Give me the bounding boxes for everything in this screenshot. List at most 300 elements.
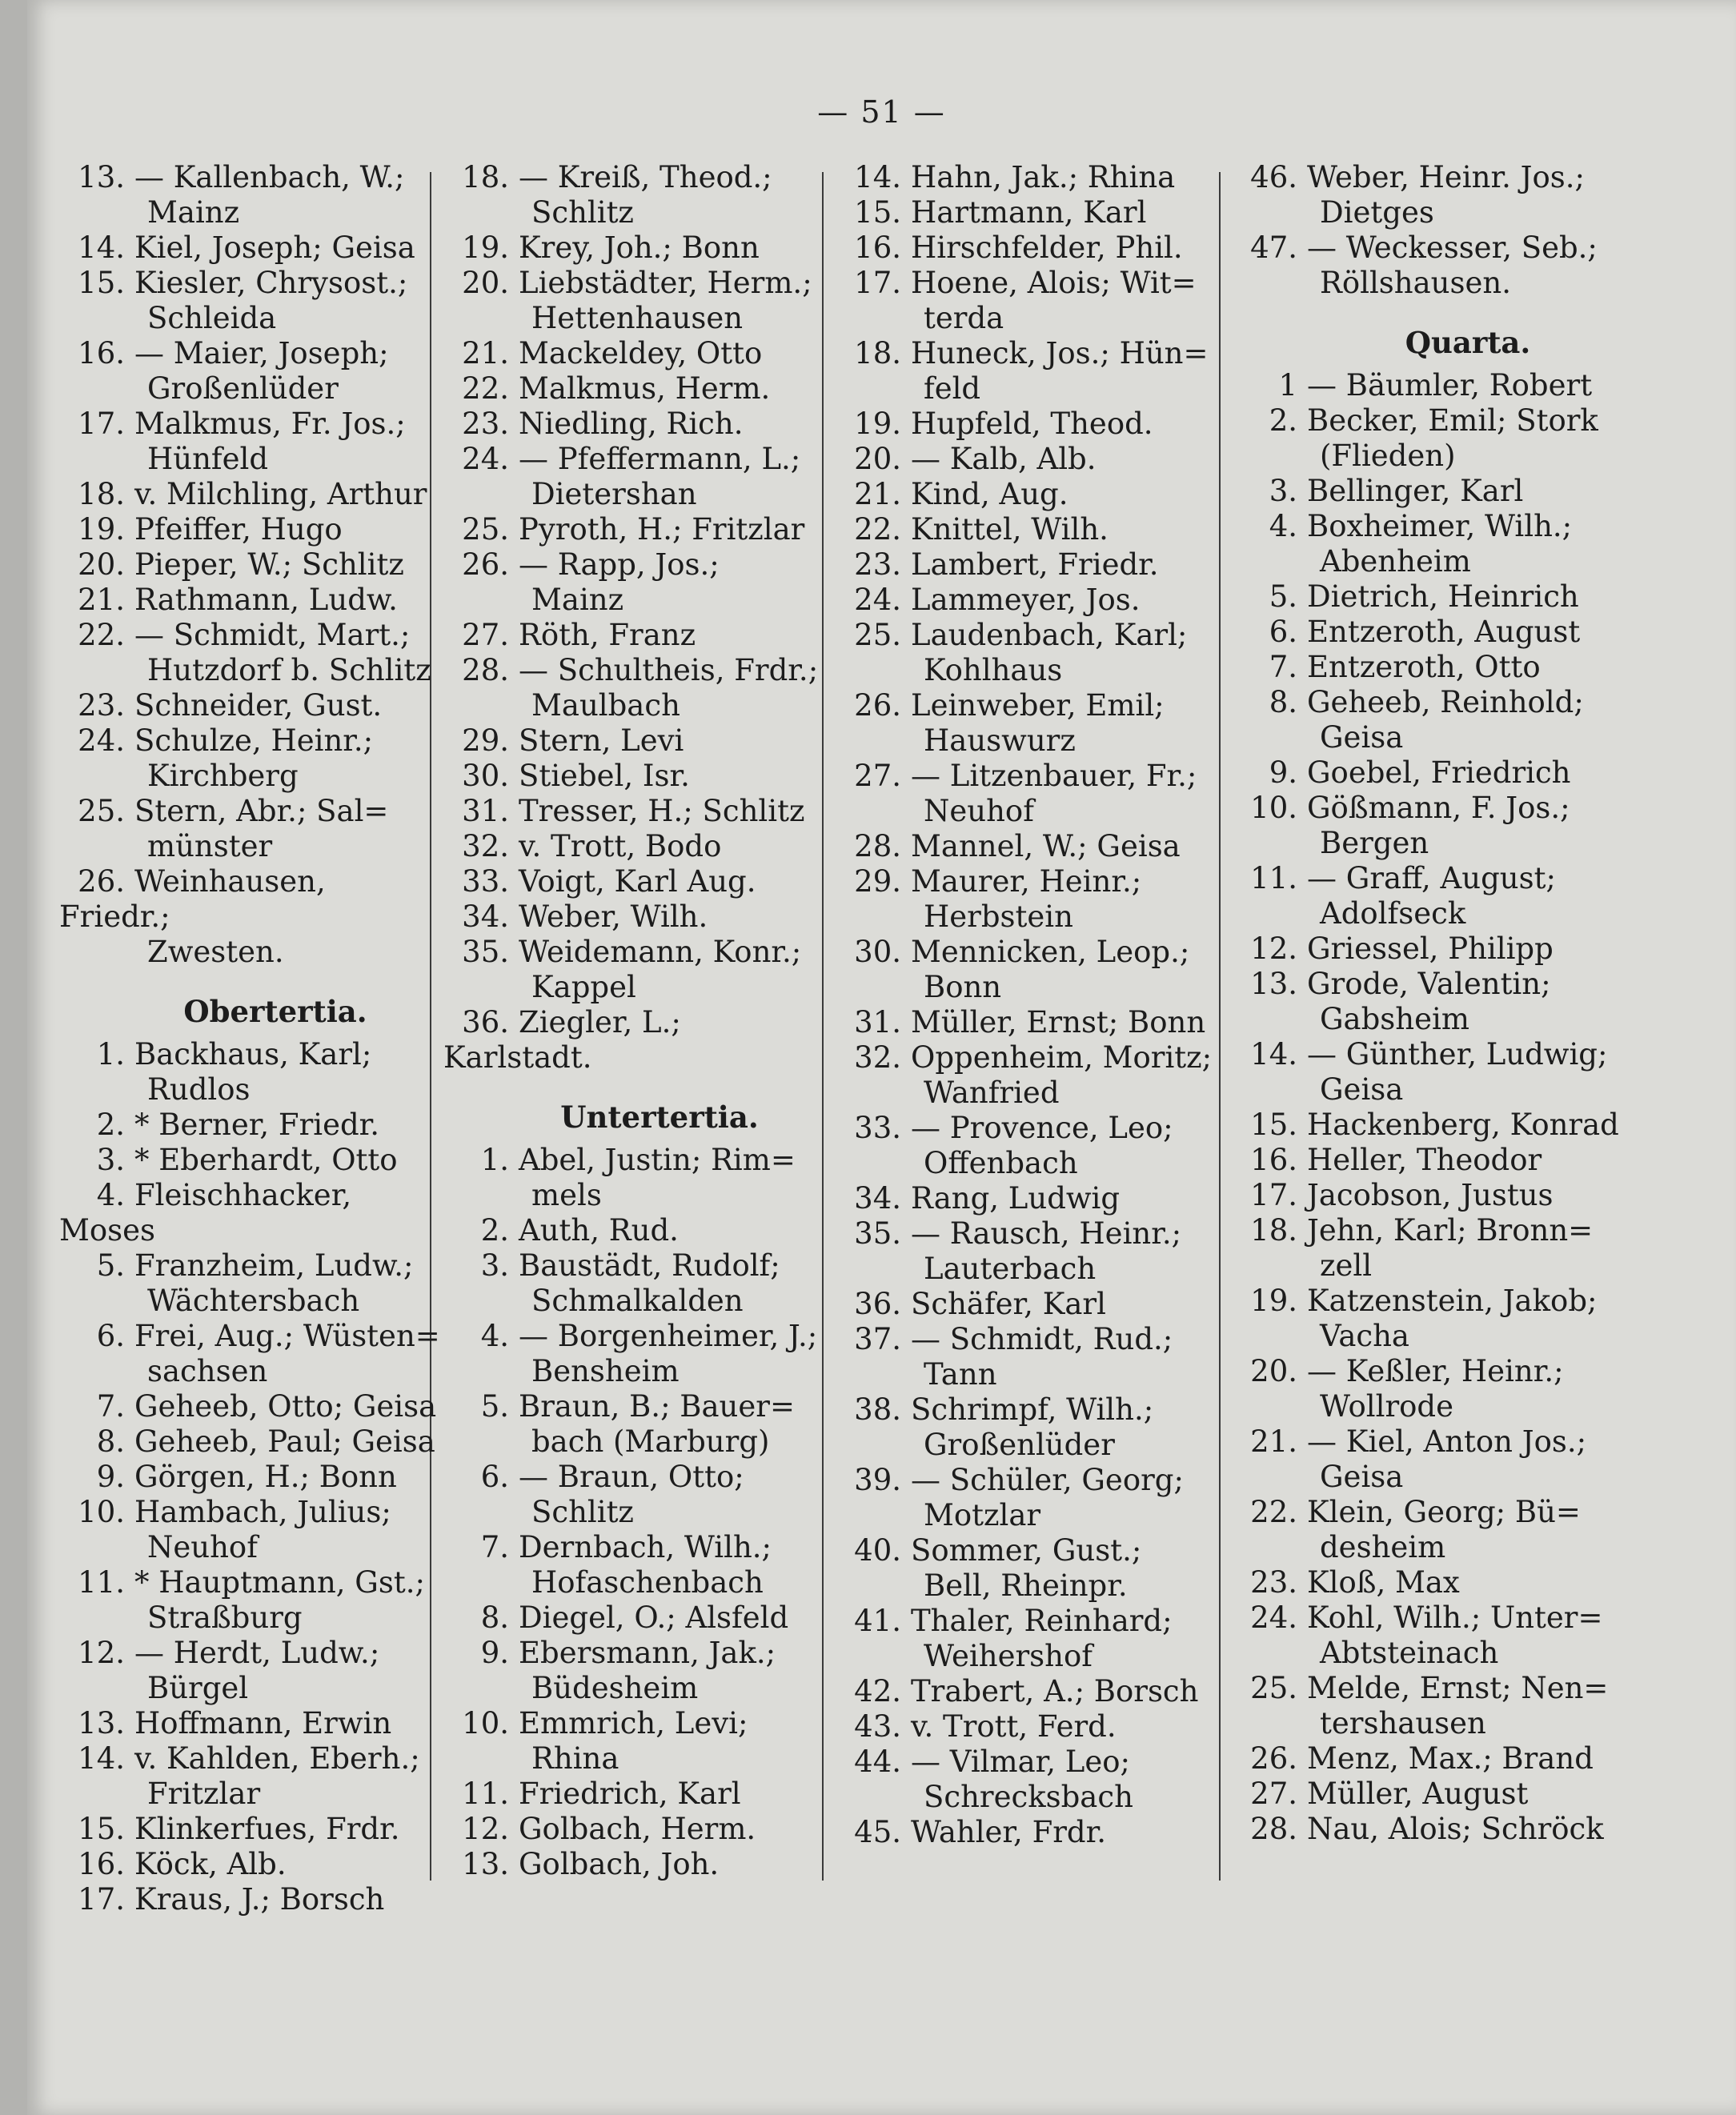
entry-number: 12. xyxy=(1250,931,1297,966)
list-entry xyxy=(1232,1495,1656,1565)
entry-place: Dietges xyxy=(1320,195,1434,230)
entry-place: (Flieden) xyxy=(1320,439,1456,473)
entry-name: Dietrich, Heinrich xyxy=(1307,579,1579,614)
page-number: — 51 — xyxy=(817,94,946,130)
entry-number: 12. xyxy=(462,1812,509,1846)
entry-name: Entzeroth, Otto xyxy=(1307,650,1541,684)
entry-place: Dietershan xyxy=(531,477,697,511)
entry-number: 6. xyxy=(480,1460,509,1494)
list-entry xyxy=(443,407,828,442)
entry-number: 25. xyxy=(462,512,509,547)
entry-number: 7. xyxy=(1269,650,1297,684)
entry-number: 27. xyxy=(462,618,509,652)
entry-number: 6. xyxy=(1269,615,1297,649)
list-entry xyxy=(59,1847,443,1882)
entry-name: — Kreiß, Theod.; xyxy=(519,160,772,194)
entry-name: Knittel, Wilh. xyxy=(911,512,1109,547)
entry-place: Maulbach xyxy=(531,688,680,723)
list-entry xyxy=(1232,967,1656,1037)
list-entry xyxy=(59,512,443,547)
entry-place: Geisa xyxy=(1320,1460,1404,1494)
entry-place: zell xyxy=(1320,1248,1373,1283)
entry-name: Malkmus, Fr. Jos.; xyxy=(134,407,406,441)
list-entry xyxy=(59,864,443,970)
list-entry xyxy=(1232,160,1656,230)
entry-name: Köck, Alb. xyxy=(134,1847,287,1881)
entry-name: — Herdt, Ludw.; xyxy=(134,1636,380,1670)
entry-number: 22. xyxy=(854,512,901,547)
list-entry xyxy=(59,1389,443,1424)
list-entry xyxy=(59,336,443,407)
list-entry xyxy=(59,583,443,618)
entry-name: Hartmann, Karl xyxy=(911,195,1147,230)
entry-number: 20. xyxy=(462,266,509,300)
list-entry xyxy=(1232,1424,1656,1495)
list-entry xyxy=(836,336,1220,407)
entry-name: — Bäumler, Robert xyxy=(1307,368,1593,403)
list-entry xyxy=(443,371,828,407)
entry-place: Wächtersbach xyxy=(147,1284,360,1318)
entry-name: Sommer, Gust.; xyxy=(911,1533,1142,1568)
section-heading: Obertertia. xyxy=(183,994,367,1029)
list-entry xyxy=(443,935,828,1005)
entry-number: 5. xyxy=(1269,579,1297,614)
list-entry xyxy=(443,1636,828,1706)
entry-number: 9. xyxy=(480,1636,509,1670)
entry-number: 20. xyxy=(78,547,125,582)
entry-number: 20. xyxy=(854,442,901,476)
entry-number: 3. xyxy=(96,1143,125,1177)
list-entry xyxy=(836,230,1220,266)
entry-number: 28. xyxy=(854,829,901,863)
entry-name: Ebersmann, Jak.; xyxy=(519,1636,776,1670)
entry-place: Mainz xyxy=(147,195,240,230)
list-entry xyxy=(836,583,1220,618)
entry-number: 26. xyxy=(1250,1741,1297,1776)
entry-number: 26. xyxy=(462,547,509,582)
entry-number: 28. xyxy=(462,653,509,687)
entry-number: 5. xyxy=(96,1248,125,1283)
entry-name: — Kiel, Anton Jos.; xyxy=(1307,1424,1587,1459)
entry-number: 27. xyxy=(1250,1777,1297,1811)
list-entry xyxy=(1232,1178,1656,1213)
list-entry xyxy=(59,407,443,477)
entry-name: Griessel, Philipp xyxy=(1307,931,1554,966)
entry-number: 15. xyxy=(78,1812,125,1846)
entry-number: 19. xyxy=(78,512,125,547)
entry-place: Hettenhausen xyxy=(531,301,744,335)
entry-name: Liebstädter, Herm.; xyxy=(519,266,812,300)
entry-place: Schrecksbach xyxy=(924,1780,1133,1814)
entry-place: Gabsheim xyxy=(1320,1002,1469,1036)
list-entry xyxy=(59,477,443,512)
entry-place: Abtsteinach xyxy=(1320,1636,1499,1670)
entry-name: Pieper, W.; Schlitz xyxy=(134,547,404,582)
entry-place: Motzlar xyxy=(924,1498,1041,1532)
entry-number: 32. xyxy=(854,1040,901,1075)
entry-name: Krey, Joh.; Bonn xyxy=(519,230,760,265)
list-entry xyxy=(59,547,443,583)
entry-place: terda xyxy=(924,301,1004,335)
entry-name: — Pfeffermann, L.; xyxy=(519,442,801,476)
entry-number: 24. xyxy=(78,723,125,758)
entry-number: 29. xyxy=(854,864,901,899)
entry-number: 35. xyxy=(462,935,509,969)
entry-number: 26. xyxy=(78,864,125,899)
entry-name: Fleischhacker, Moses xyxy=(59,1178,352,1248)
entry-name: Geheeb, Otto; Geisa xyxy=(134,1389,437,1424)
entry-number: 23. xyxy=(462,407,509,441)
entry-name: Hoffmann, Erwin xyxy=(134,1706,392,1740)
entry-number: 14. xyxy=(78,1741,125,1776)
entry-name: Tresser, H.; Schlitz xyxy=(519,794,805,828)
list-entry xyxy=(1232,368,1656,403)
entry-number: 10. xyxy=(1250,791,1297,825)
entry-name: — Schüler, Georg; xyxy=(911,1463,1184,1497)
entry-name: Grode, Valentin; xyxy=(1307,967,1551,1001)
entry-place: Fritzlar xyxy=(147,1777,261,1811)
entry-place: Offenbach xyxy=(924,1146,1078,1180)
list-entry xyxy=(443,794,828,829)
entry-name: Auth, Rud. xyxy=(519,1213,679,1248)
entry-name: Kraus, J.; Borsch xyxy=(134,1882,385,1917)
entry-name: Abel, Justin; Rim= xyxy=(519,1143,796,1177)
entry-number: 14. xyxy=(1250,1037,1297,1072)
entry-name: Emmrich, Levi; xyxy=(519,1706,748,1740)
entry-number: 27. xyxy=(854,759,901,793)
list-entry xyxy=(443,899,828,935)
entry-place: Adolfseck xyxy=(1320,896,1466,931)
list-entry xyxy=(59,688,443,723)
list-entry xyxy=(443,1706,828,1777)
entry-name: v. Kahlden, Eberh.; xyxy=(134,1741,420,1776)
list-entry xyxy=(1232,1565,1656,1600)
entry-number: 24. xyxy=(854,583,901,617)
entry-name: Röth, Franz xyxy=(519,618,696,652)
entry-number: 36. xyxy=(462,1005,509,1039)
list-entry xyxy=(443,864,828,899)
entry-place: bach (Marburg) xyxy=(531,1424,770,1459)
entry-number: 20. xyxy=(1250,1354,1297,1388)
entry-place: tershausen xyxy=(1320,1706,1486,1740)
entry-number: 43. xyxy=(854,1709,901,1744)
entry-name: — Graff, August; xyxy=(1307,861,1556,895)
entry-number: 28. xyxy=(1250,1812,1297,1846)
entry-number: 34. xyxy=(854,1181,901,1216)
entry-number: 5. xyxy=(480,1389,509,1424)
list-entry xyxy=(1232,1108,1656,1143)
list-entry xyxy=(836,266,1220,336)
entry-name: Weber, Heinr. Jos.; xyxy=(1307,160,1585,194)
entry-name: Schulze, Heinr.; xyxy=(134,723,374,758)
entry-number: 16. xyxy=(78,336,125,371)
entry-number: 2. xyxy=(1269,403,1297,438)
entry-name: — Braun, Otto; xyxy=(519,1460,744,1494)
list-entry xyxy=(1232,474,1656,509)
entry-number: 3. xyxy=(480,1248,509,1283)
entry-number: 4. xyxy=(1269,509,1297,543)
list-entry xyxy=(59,794,443,864)
entry-number: 18. xyxy=(1250,1213,1297,1248)
entry-number: 19. xyxy=(1250,1284,1297,1318)
entry-name: Hahn, Jak.; Rhina xyxy=(911,160,1176,194)
entry-number: 24. xyxy=(462,442,509,476)
entry-name: — Weckesser, Seb.; xyxy=(1307,230,1598,265)
entry-number: 16. xyxy=(854,230,901,265)
entry-number: 10. xyxy=(462,1706,509,1740)
list-entry xyxy=(59,160,443,230)
list-entry xyxy=(443,1460,828,1530)
entry-place: Tann xyxy=(924,1357,997,1392)
list-entry xyxy=(443,336,828,371)
entry-number: 21. xyxy=(78,583,125,617)
entry-place: Wollrode xyxy=(1320,1389,1454,1424)
entry-number: 41. xyxy=(854,1604,901,1638)
list-entry xyxy=(59,1178,443,1248)
entry-number: 8. xyxy=(480,1600,509,1635)
entry-number: 16. xyxy=(1250,1143,1297,1177)
list-entry xyxy=(59,1706,443,1741)
list-entry xyxy=(836,864,1220,935)
list-entry xyxy=(836,1181,1220,1216)
list-entry xyxy=(1232,509,1656,579)
entry-number: 39. xyxy=(854,1463,901,1497)
entry-name: Hirschfelder, Phil. xyxy=(911,230,1183,265)
entry-place: Großenlüder xyxy=(147,371,339,406)
entry-number: 18. xyxy=(462,160,509,194)
list-entry xyxy=(836,477,1220,512)
entry-number: 38. xyxy=(854,1392,901,1427)
entry-name: Weidemann, Konr.; xyxy=(519,935,802,969)
list-entry xyxy=(59,1037,443,1108)
entry-name: — Kalb, Alb. xyxy=(911,442,1097,476)
list-entry xyxy=(443,1248,828,1319)
entry-name: Maurer, Heinr.; xyxy=(911,864,1142,899)
entry-place: Hofaschenbach xyxy=(531,1565,764,1600)
entry-name: Leinweber, Emil; xyxy=(911,688,1165,723)
entry-name: Laudenbach, Karl; xyxy=(911,618,1188,652)
entry-number: 19. xyxy=(462,230,509,265)
entry-name: Rang, Ludwig xyxy=(911,1181,1121,1216)
entry-place: Geisa xyxy=(1320,720,1404,755)
entry-place: Hauswurz xyxy=(924,723,1076,758)
entry-number: 1. xyxy=(480,1143,509,1177)
entry-name: Stiebel, Isr. xyxy=(519,759,690,793)
entry-name: v. Trott, Bodo xyxy=(519,829,722,863)
entry-number: 15. xyxy=(78,266,125,300)
entry-number: 17. xyxy=(1250,1178,1297,1212)
list-entry xyxy=(1232,1600,1656,1671)
entry-name: Kloß, Max xyxy=(1307,1565,1460,1600)
list-entry xyxy=(59,1565,443,1636)
entry-name: Goebel, Friedrich xyxy=(1307,755,1571,790)
list-entry xyxy=(836,1674,1220,1709)
list-entry xyxy=(59,1424,443,1460)
entry-number: 44. xyxy=(854,1744,901,1779)
list-entry xyxy=(443,618,828,653)
entry-number: 31. xyxy=(854,1005,901,1039)
entry-number: 7. xyxy=(96,1389,125,1424)
entry-name: Pfeiffer, Hugo xyxy=(134,512,343,547)
entry-name: Kiesler, Chrysost.; xyxy=(134,266,408,300)
entry-number: 24. xyxy=(1250,1600,1297,1635)
entry-number: 4. xyxy=(480,1319,509,1353)
list-entry xyxy=(59,618,443,688)
list-entry xyxy=(443,230,828,266)
entry-name: Gößmann, F. Jos.; xyxy=(1307,791,1570,825)
entry-place: Neuhof xyxy=(147,1530,258,1564)
entry-number: 33. xyxy=(854,1111,901,1145)
list-entry xyxy=(443,442,828,512)
entry-place: Kappel xyxy=(531,970,636,1004)
list-entry xyxy=(59,1460,443,1495)
entry-name: Oppenheim, Moritz; xyxy=(911,1040,1213,1075)
entry-name: Hoene, Alois; Wit= xyxy=(911,266,1197,300)
entry-name: * Hauptmann, Gst.; xyxy=(134,1565,425,1600)
entry-name: Braun, B.; Bauer= xyxy=(519,1389,795,1424)
section-heading: Quarta. xyxy=(1405,325,1531,360)
list-entry xyxy=(836,1463,1220,1533)
entry-place: münster xyxy=(147,829,273,863)
entry-number: 45. xyxy=(854,1815,901,1849)
list-entry xyxy=(1232,685,1656,755)
entry-place: Bergen xyxy=(1320,826,1429,860)
list-entry xyxy=(443,723,828,759)
entry-name: Kiel, Joseph; Geisa xyxy=(134,230,415,265)
entry-name: Backhaus, Karl; xyxy=(134,1037,372,1072)
entry-number: 22. xyxy=(1250,1495,1297,1529)
entry-name: Entzeroth, August xyxy=(1307,615,1581,649)
entry-number: 42. xyxy=(854,1674,901,1708)
list-entry xyxy=(1232,861,1656,931)
entry-number: 13. xyxy=(1250,967,1297,1001)
entry-place: Abenheim xyxy=(1320,544,1471,579)
list-entry xyxy=(59,1319,443,1389)
entry-name: Mennicken, Leop.; xyxy=(911,935,1190,969)
entry-name: Ziegler, L.; Karlstadt. xyxy=(443,1005,681,1075)
entry-name: Dernbach, Wilh.; xyxy=(519,1530,772,1564)
entry-number: 10. xyxy=(78,1495,125,1529)
entry-name: — Günther, Ludwig; xyxy=(1307,1037,1608,1072)
entry-name: — Schmidt, Rud.; xyxy=(911,1322,1173,1356)
entry-place: Straßburg xyxy=(147,1600,303,1635)
entry-number: 25. xyxy=(78,794,125,828)
entry-place: Schleida xyxy=(147,301,277,335)
list-entry xyxy=(1232,931,1656,967)
entry-name: Görgen, H.; Bonn xyxy=(134,1460,397,1494)
list-entry xyxy=(59,266,443,336)
list-entry xyxy=(1232,791,1656,861)
list-entry xyxy=(443,759,828,794)
entry-name: Schäfer, Karl xyxy=(911,1287,1106,1321)
entry-place: Rhina xyxy=(531,1741,619,1776)
list-entry xyxy=(443,1777,828,1812)
list-entry xyxy=(836,1005,1220,1040)
entry-name: Kohl, Wilh.; Unter= xyxy=(1307,1600,1603,1635)
list-entry xyxy=(836,512,1220,547)
entry-name: Baustädt, Rudolf; xyxy=(519,1248,780,1283)
list-entry xyxy=(59,1495,443,1565)
list-entry xyxy=(836,1287,1220,1322)
list-entry xyxy=(836,1744,1220,1815)
list-entry xyxy=(1232,1354,1656,1424)
entry-place: sachsen xyxy=(147,1354,268,1388)
list-entry xyxy=(836,160,1220,195)
entry-name: Wahler, Frdr. xyxy=(911,1815,1107,1849)
entry-place: Bürgel xyxy=(147,1671,249,1705)
document-page xyxy=(27,0,1736,2115)
entry-name: — Litzenbauer, Fr.; xyxy=(911,759,1197,793)
list-entry xyxy=(1232,1037,1656,1108)
entry-name: * Eberhardt, Otto xyxy=(134,1143,398,1177)
list-entry xyxy=(443,829,828,864)
entry-number: 26. xyxy=(854,688,901,723)
entry-number: 17. xyxy=(78,1882,125,1917)
list-entry xyxy=(1232,1143,1656,1178)
entry-name: Becker, Emil; Stork xyxy=(1307,403,1598,438)
list-entry xyxy=(1232,1671,1656,1741)
entry-name: v. Milchling, Arthur xyxy=(134,477,427,511)
entry-number: 37. xyxy=(854,1322,901,1356)
entry-number: 29. xyxy=(462,723,509,758)
entry-place: feld xyxy=(924,371,981,406)
entry-number: 14. xyxy=(78,230,125,265)
entry-name: — Borgenheimer, J.; xyxy=(519,1319,818,1353)
entry-place: Geisa xyxy=(1320,1072,1404,1107)
entry-place: Mainz xyxy=(531,583,624,617)
entry-name: Rathmann, Ludw. xyxy=(134,583,398,617)
list-entry xyxy=(443,266,828,336)
entry-place: Schlitz xyxy=(531,195,634,230)
entry-name: Geheeb, Paul; Geisa xyxy=(134,1424,435,1459)
entry-number: 34. xyxy=(462,899,509,934)
list-entry xyxy=(836,759,1220,829)
entry-place: Kirchberg xyxy=(147,759,299,793)
column-4 xyxy=(1232,160,1656,1847)
entry-number: 16. xyxy=(78,1847,125,1881)
entry-number: 13. xyxy=(78,1706,125,1740)
entry-name: Pyroth, H.; Fritzlar xyxy=(519,512,805,547)
entry-name: Thaler, Reinhard; xyxy=(911,1604,1173,1638)
entry-number: 7. xyxy=(480,1530,509,1564)
entry-name: Kind, Aug. xyxy=(911,477,1068,511)
entry-name: Weinhausen, Friedr.; xyxy=(59,864,326,934)
entry-name: Mannel, W.; Geisa xyxy=(911,829,1181,863)
entry-name: — Rausch, Heinr.; xyxy=(911,1216,1182,1251)
column-2 xyxy=(443,160,828,1882)
entry-number: 25. xyxy=(1250,1671,1297,1705)
entry-name: Hambach, Julius; xyxy=(134,1495,391,1529)
entry-place: Hutzdorf b. Schlitz xyxy=(147,653,431,687)
entry-number: 3. xyxy=(1269,474,1297,508)
list-entry xyxy=(443,1005,828,1076)
list-entry xyxy=(1232,755,1656,791)
entry-number: 6. xyxy=(96,1319,125,1353)
entry-name: Malkmus, Herm. xyxy=(519,371,771,406)
entry-name: Jehn, Karl; Bronn= xyxy=(1307,1213,1594,1248)
list-entry xyxy=(1232,1777,1656,1812)
entry-place: Büdesheim xyxy=(531,1671,699,1705)
list-entry xyxy=(1232,1741,1656,1777)
list-entry xyxy=(59,1636,443,1706)
entry-number: 1 xyxy=(1278,368,1297,403)
list-entry xyxy=(443,1600,828,1636)
list-entry xyxy=(836,829,1220,864)
list-entry xyxy=(836,442,1220,477)
list-entry xyxy=(836,547,1220,583)
entry-name: Golbach, Herm. xyxy=(519,1812,756,1846)
list-entry xyxy=(443,1213,828,1248)
